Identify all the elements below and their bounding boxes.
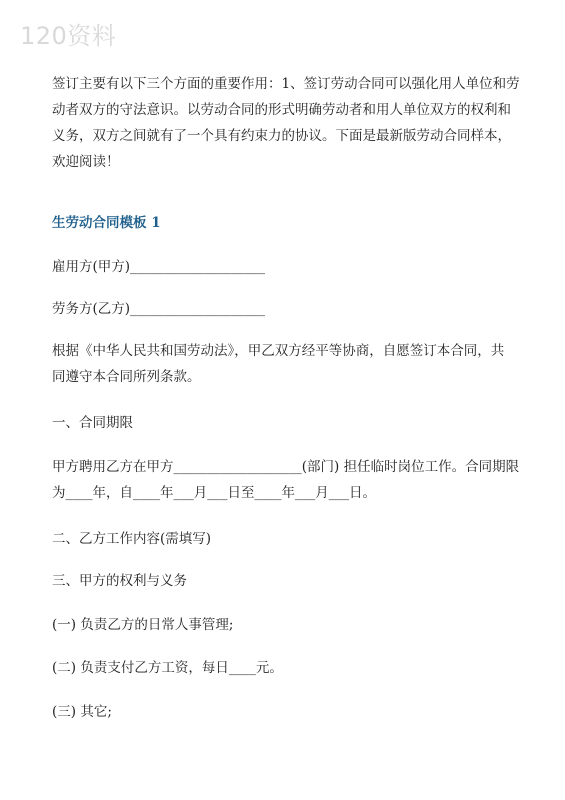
- employer-line: 雇用方(甲方)____________________: [52, 259, 266, 275]
- term-line: 为____年，自____年___月___日至____年___月___日。: [52, 485, 376, 501]
- list-item: (一) 负责乙方的日常人事管理;: [52, 617, 234, 633]
- list-item: (三) 其它;: [52, 704, 112, 720]
- template-heading: 生劳动合同模板 1: [52, 215, 161, 231]
- intro-line: 义务，双方之间就有了一个具有约束力的协议。下面是最新版劳动合同样本，: [52, 128, 511, 144]
- term-paragraph: [52, 454, 522, 506]
- section-contract-term: 一、合同期限: [52, 415, 133, 431]
- worker-line: 劳务方(乙方)____________________: [52, 301, 266, 317]
- basis-line: 根据《中华人民共和国劳动法》，甲乙双方经平等协商，自愿签订本合同，共: [52, 343, 505, 359]
- section-rights-duties: 三、甲方的权利与义务: [52, 573, 187, 589]
- intro-line: 动者双方的守法意识。以劳动合同的形式明确劳动者和用人单位双方的权利和: [52, 102, 511, 118]
- basis-paragraph: [52, 338, 522, 390]
- term-line: 甲方聘用乙方在甲方___________________(部门) 担任临时岗位工作。合同期限: [52, 459, 520, 475]
- basis-line: 同遵守本合同所列条款。: [52, 369, 201, 385]
- section-work-content: 二、乙方工作内容(需填写): [52, 531, 212, 547]
- intro-paragraph: [52, 71, 522, 175]
- watermark-logo: 120资料: [20, 22, 117, 50]
- intro-line: 欢迎阅读！: [52, 154, 120, 170]
- intro-line: 签订主要有以下三个方面的重要作用：1、签订劳动合同可以强化用人单位和劳: [52, 76, 520, 92]
- list-item: (二) 负责支付乙方工资，每日____元。: [52, 660, 283, 676]
